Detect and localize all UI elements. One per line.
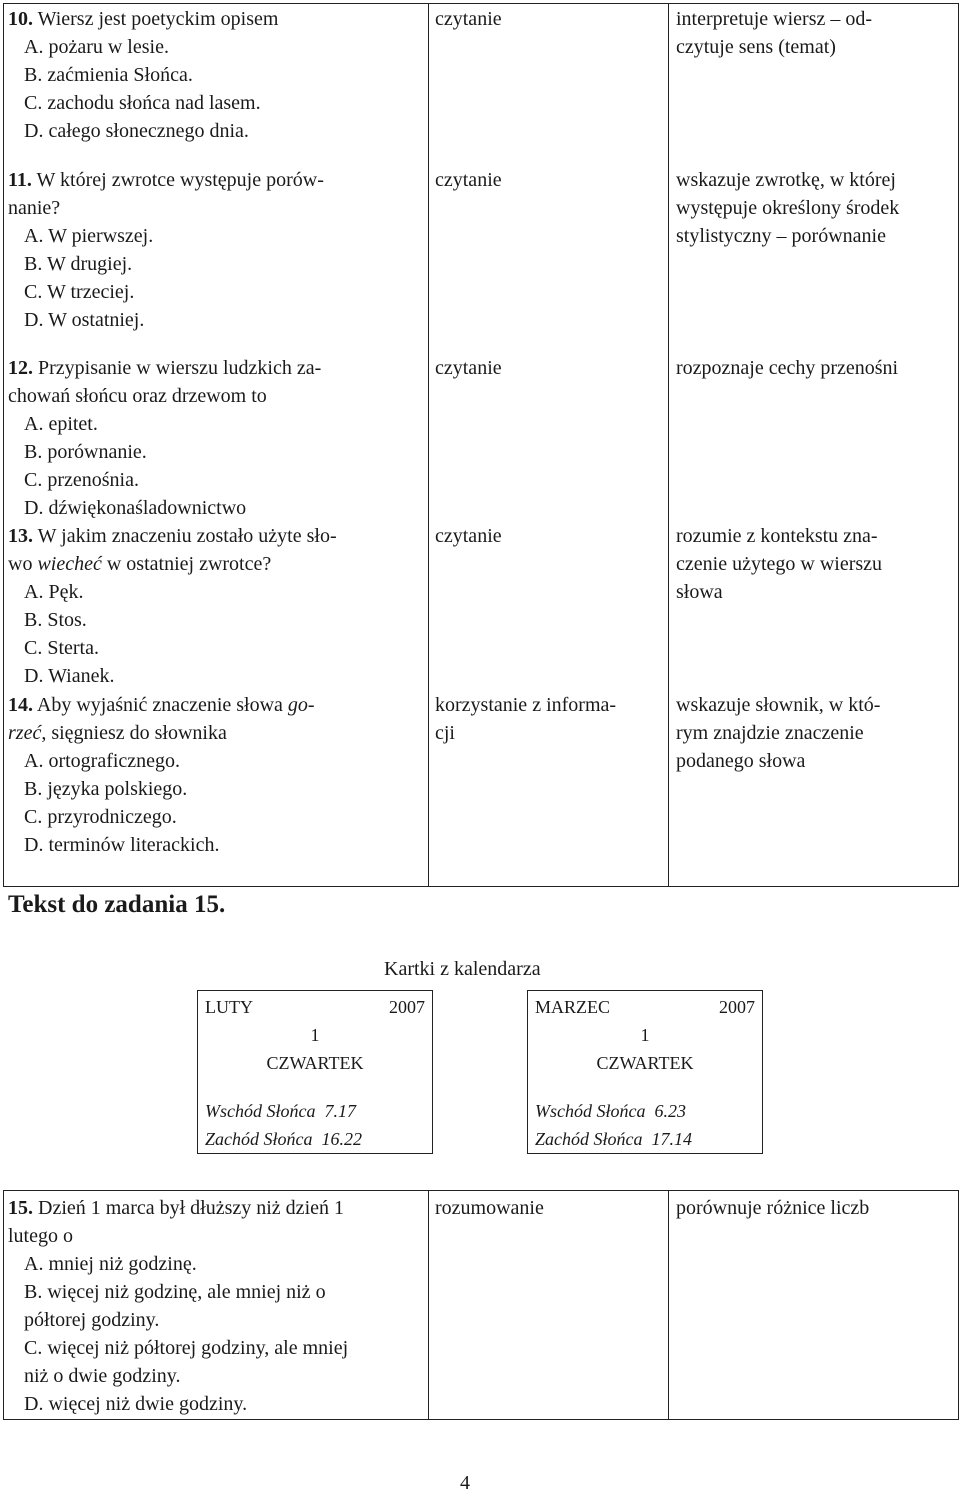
skill-cell: rozumowanie bbox=[435, 1197, 544, 1219]
question-text: Przypisanie w wierszu ludzkich za- bbox=[33, 357, 322, 379]
question-text: wo bbox=[8, 553, 38, 575]
skill-cell: czytanie bbox=[435, 169, 502, 191]
question-15 bbox=[8, 1194, 421, 1418]
description-line: czenie użytego w wierszu bbox=[676, 553, 883, 575]
calendar-weekday: CZWARTEK bbox=[596, 1053, 694, 1073]
quoted-word: rzeć bbox=[8, 722, 42, 744]
question-14 bbox=[8, 691, 413, 859]
answer-option: A. W pierwszej. bbox=[24, 225, 154, 247]
calendar-weekday: CZWARTEK bbox=[266, 1053, 364, 1073]
section-heading: Tekst do zadania 15. bbox=[8, 891, 226, 918]
question-text: w ostatniej zwrotce? bbox=[101, 553, 272, 575]
calendar-card-mar bbox=[527, 990, 763, 1154]
question-13 bbox=[8, 522, 413, 690]
skill-cell: czytanie bbox=[435, 8, 502, 30]
calendar-day: 1 bbox=[310, 1025, 320, 1045]
question-text: W jakim znaczeniu zostało użyte sło- bbox=[33, 525, 337, 547]
question-number: 13. bbox=[8, 525, 33, 547]
skill-line: cji bbox=[435, 722, 455, 744]
answer-option: B. Stos. bbox=[24, 609, 87, 631]
sunrise-time: Wschód Słońca 7.17 bbox=[205, 1101, 356, 1121]
description-line: rozpoznaje cechy przenośni bbox=[676, 357, 899, 379]
answer-option: B. zaćmienia Słońca. bbox=[24, 64, 193, 86]
question-text: Aby wyjaśnić znaczenie słowa bbox=[33, 694, 288, 716]
skill-cell: czytanie bbox=[435, 525, 502, 547]
answer-option: niż o dwie godziny. bbox=[24, 1365, 181, 1387]
answer-option: B. W drugiej. bbox=[24, 253, 133, 275]
answer-option: D. więcej niż dwie godziny. bbox=[24, 1393, 248, 1415]
column-divider bbox=[428, 1191, 429, 1419]
sunrise-time: Wschód Słońca 6.23 bbox=[535, 1101, 686, 1121]
answer-option: B. porównanie. bbox=[24, 441, 147, 463]
sunset-time: Zachód Słońca 16.22 bbox=[205, 1129, 362, 1149]
answer-option: C. zachodu słońca nad lasem. bbox=[24, 92, 261, 114]
question-text: , sięgniesz do słownika bbox=[41, 722, 227, 744]
answer-option: B. języka polskiego. bbox=[24, 778, 188, 800]
calendar-month: MARZEC bbox=[535, 997, 611, 1017]
question-number: 12. bbox=[8, 357, 33, 379]
answer-option: D. całego słonecznego dnia. bbox=[24, 120, 249, 142]
answer-option: A. mniej niż godzinę. bbox=[24, 1253, 197, 1275]
question-number: 10. bbox=[8, 8, 33, 30]
answer-option: D. dźwiękonaśladownictwo bbox=[24, 497, 247, 519]
question-text: Wiersz jest poetyckim opisem bbox=[33, 8, 279, 30]
calendar-year: 2007 bbox=[389, 997, 425, 1017]
quoted-word: go- bbox=[287, 694, 315, 716]
answer-option: A. pożaru w lesie. bbox=[24, 36, 169, 58]
page-number: 4 bbox=[460, 1472, 470, 1494]
description-line: słowa bbox=[676, 581, 723, 603]
description-line: stylistyczny – porównanie bbox=[676, 225, 886, 247]
sunset-time: Zachód Słońca 17.14 bbox=[535, 1129, 692, 1149]
description-cell bbox=[676, 691, 952, 775]
answer-option: C. W trzeciej. bbox=[24, 281, 135, 303]
description-line: rozumie z kontekstu zna- bbox=[676, 525, 878, 547]
skill-cell bbox=[435, 691, 616, 747]
column-divider bbox=[428, 4, 429, 886]
description-line: wskazuje słownik, w któ- bbox=[676, 694, 881, 716]
question-text: Dzień 1 marca był dłuższy niż dzień 1 bbox=[33, 1197, 344, 1219]
answer-option: C. przenośnia. bbox=[24, 469, 139, 491]
question-text: chowań słońcu oraz drzewom to bbox=[8, 385, 267, 407]
answer-option: D. W ostatniej. bbox=[24, 309, 145, 331]
question-10 bbox=[8, 5, 413, 145]
question-12 bbox=[8, 354, 413, 522]
answer-option: D. terminów literackich. bbox=[24, 834, 220, 856]
description-cell bbox=[676, 354, 952, 382]
calendar-title: Kartki z kalendarza bbox=[384, 958, 541, 980]
answer-option: A. Pęk. bbox=[24, 581, 84, 603]
description-cell bbox=[676, 5, 952, 61]
description-cell bbox=[676, 166, 952, 250]
answer-option: D. Wianek. bbox=[24, 665, 115, 687]
calendar-day: 1 bbox=[640, 1025, 650, 1045]
description-cell bbox=[676, 522, 952, 606]
calendar-month: LUTY bbox=[205, 997, 253, 1017]
answer-option: C. przyrodniczego. bbox=[24, 806, 177, 828]
description-line: wskazuje zwrotkę, w której bbox=[676, 169, 896, 191]
question-11 bbox=[8, 166, 413, 334]
calendar-card-feb bbox=[197, 990, 433, 1154]
skill-line: korzystanie z informa- bbox=[435, 694, 617, 716]
answer-option: A. ortograficznego. bbox=[24, 750, 181, 772]
description-line: rym znajdzie znaczenie bbox=[676, 722, 864, 744]
question-number: 11. bbox=[8, 169, 32, 191]
description-line: interpretuje wiersz – od- bbox=[676, 8, 873, 30]
question-number: 14. bbox=[8, 694, 33, 716]
question-text: lutego o bbox=[8, 1225, 73, 1247]
answer-option: C. więcej niż półtorej godziny, ale mniej bbox=[24, 1337, 349, 1359]
answer-option: B. więcej niż godzinę, ale mniej niż o bbox=[24, 1281, 326, 1303]
answer-option: C. Sterta. bbox=[24, 637, 99, 659]
description-line: podanego słowa bbox=[676, 750, 806, 772]
question-number: 15. bbox=[8, 1197, 33, 1219]
column-divider bbox=[668, 1191, 669, 1419]
answer-option: półtorej godziny. bbox=[24, 1309, 160, 1331]
answer-option: A. epitet. bbox=[24, 413, 98, 435]
skill-cell: czytanie bbox=[435, 357, 502, 379]
description-cell: porównuje różnice liczb bbox=[676, 1197, 870, 1219]
question-text: nanie? bbox=[8, 197, 61, 219]
quoted-word: wiecheć bbox=[37, 553, 102, 575]
calendar-year: 2007 bbox=[719, 997, 755, 1017]
column-divider bbox=[668, 4, 669, 886]
question-text: W której zwrotce występuje porów- bbox=[31, 169, 324, 191]
description-line: czytuje sens (temat) bbox=[676, 36, 836, 58]
description-line: występuje określony środek bbox=[676, 197, 900, 219]
